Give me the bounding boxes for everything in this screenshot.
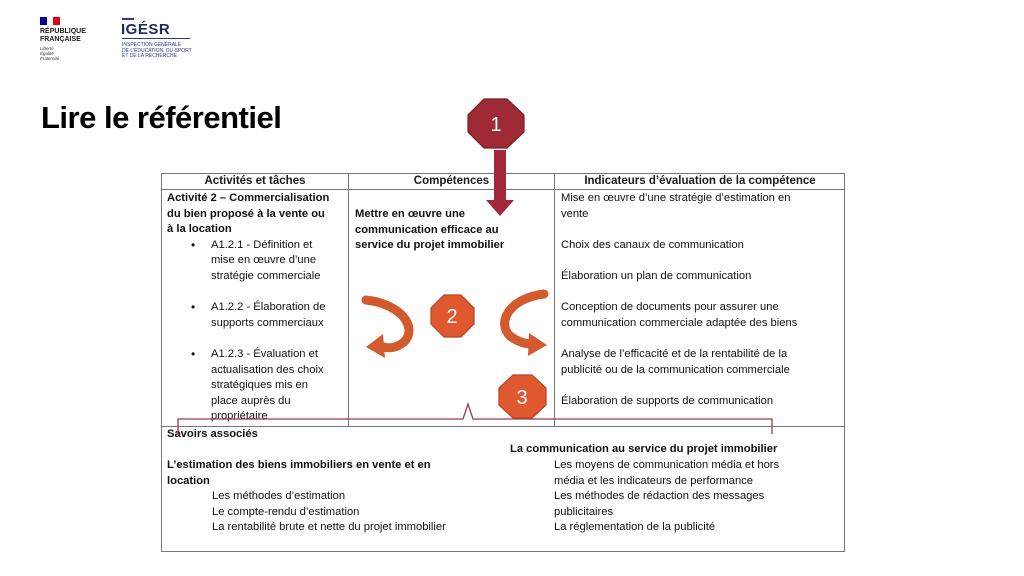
marker-two-label: 2 [446, 306, 458, 328]
indicator-item: Élaboration un plan de communication [561, 269, 752, 282]
republique-francaise-logo: RÉPUBLIQUE FRANÇAISE [40, 28, 86, 43]
down-arrow-head [486, 200, 514, 216]
indicator-item: Choix des canaux de communication [561, 238, 744, 251]
competence-cell: Mettre en œuvre une communication efficace au service du projet immobilier [355, 208, 505, 252]
savoirs-right-title: La communication au service du projet immobilier [510, 443, 778, 455]
curved-arrow-right [505, 294, 544, 344]
igesr-subtitle: INSPECTION GÉNÉRALE DE L'ÉDUCATION, DU SPORT ET DE LA RECHERCHE [122, 42, 192, 59]
curved-arrow-left [366, 300, 409, 348]
igesr-logo: IGÉSR [121, 21, 171, 38]
indicator-item: Mise en œuvre d’une stratégie d’estimation en vente [561, 192, 791, 220]
republique-motto: Liberté Égalité Fraternité [40, 46, 60, 61]
curved-arrow-right-head [528, 333, 547, 356]
header-indicateurs: Indicateurs d’évaluation de la compétence [584, 175, 816, 187]
page-title: Lire le référentiel [41, 100, 282, 135]
indicator-item: Élaboration de supports de communication [561, 394, 774, 407]
brace-bracket [178, 404, 772, 434]
task-item: • A1.2.2 - Élaboration de supports commerciaux [167, 300, 347, 331]
list-item: Les méthodes de rédaction des messages publicitaires [554, 490, 765, 518]
list-item: La réglementation de la publicité [554, 521, 716, 534]
list-item: Les méthodes d’estimation [212, 490, 346, 503]
activity-title: Activité 2 – Commercialisation du bien proposé à la vente ou à la location [167, 192, 330, 236]
header-competences: Compétences [413, 175, 490, 187]
marker-three-label: 3 [516, 387, 528, 409]
savoirs-left-title: L’estimation des biens immobiliers en vente et en location [167, 459, 431, 487]
down-arrow-shaft [494, 150, 506, 202]
indicator-item: Analyse de l’efficacité et de la rentabilité de la publicité ou de la communication commerciale [561, 347, 790, 376]
indicator-item: Conception de documents pour assurer une communication commerciale adaptée des biens [561, 301, 798, 329]
task-item: • A1.2.3 - Évaluation et actualisation des choix stratégiques mis en place auprès du propriétaire [167, 347, 347, 425]
savoirs-heading: Savoirs associés [167, 428, 258, 440]
list-item: Le compte-rendu d’estimation [212, 505, 360, 518]
marker-one-label: 1 [490, 114, 502, 136]
header-activites: Activités et tâches [204, 175, 306, 187]
list-item: Les moyens de communication média et hors média et les indicateurs de performance [554, 459, 780, 487]
list-item: La rentabilité brute et nette du projet immobilier [212, 521, 446, 534]
task-item: • A1.2.1 - Définition et mise en œuvre d’une stratégie commerciale [167, 238, 347, 285]
curved-arrow-left-head [366, 334, 385, 358]
